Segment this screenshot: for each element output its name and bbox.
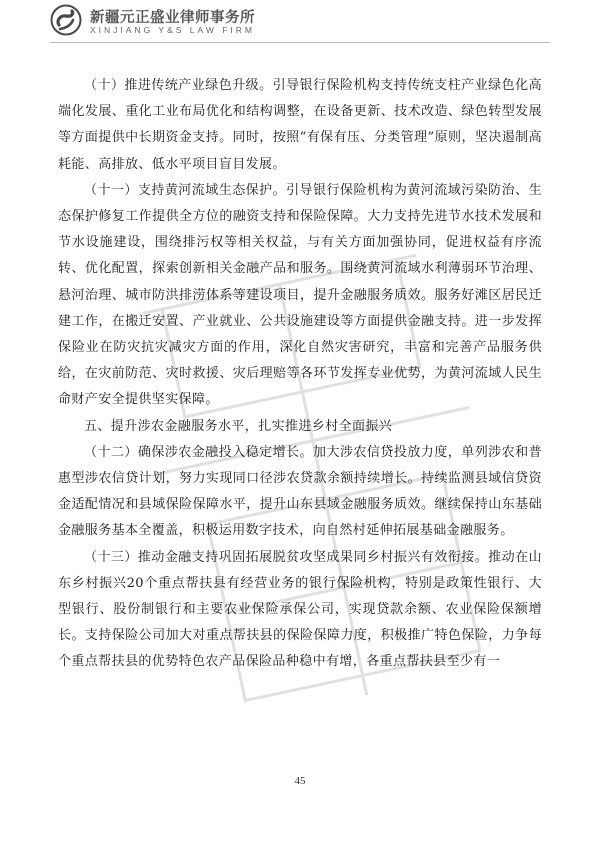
paragraph-13: （十三）推动金融支持巩固拓展脱贫攻坚成果同乡村振兴有效衔接。推动在山东乡村振兴20个重点帮扶县有经营业务的银行保险机构，特别是政策性银行、大型银行、股份制银行和主要农业保险承保公司，实现贷款余额、农业保险保额增长。支持保险公司加大对重点帮扶县的保险保障力度，积极推广特色保险，力争每个重点帮扶县的优势特色农产品保险品种稳中有增，各重点帮扶县至少有一	[58, 549, 542, 670]
document-body	[58, 73, 542, 676]
paragraph-12: （十二）确保涉农金融投入稳定增长。加大涉农信贷投放力度，单列涉农和普惠型涉农信贷计划，努力实现同口径涉农贷款余额持续增长。持续监测县域信贷资金适配情况和县域保险保障水平，提升山东县域金融服务质效。继续保持山东基础金融服务基本全覆盖，积极运用数字技术，向自然村延伸拓展基础金融服务。	[58, 444, 542, 539]
header-divider	[50, 42, 550, 43]
paragraph-10: （十）推进传统产业绿色升级。引导银行保险机构支持传统支柱产业绿色化高端化发展、重化工业布局优化和结构调整，在设备更新、技术改造、绿色转型发展等方面提供中长期资金支持。同时，按照“有保有压、分类管理”原则，坚决遏制高耗能、高排放、低水平项目盲目发展。	[58, 78, 542, 172]
firm-name-english: XINJIANG Y&S LAW FIRM	[90, 25, 256, 35]
section-heading-5: 五、提升涉农金融服务水平，扎实推进乡村全面振兴	[84, 418, 393, 434]
yin-yang-s-logo-icon	[50, 4, 82, 36]
page-header	[50, 2, 570, 40]
page-number: 45	[294, 775, 306, 787]
firm-name-chinese: 新疆元正盛业律师事务所	[90, 10, 255, 26]
paragraph-11: （十一）支持黄河流域生态保护。引导银行保险机构为黄河流域污染防治、生态保护修复工作提供全方位的融资支持和保险保障。大力支持先进节水技术发展和节水设施建设，围绕排污权等相关权益，与有关方面加强协同，促进权益有序流转、优化配置，探索创新相关金融产品和服务。围绕黄河流域水利薄弱环节治理、悬河治理、城市防洪排涝体系等建设项目，提升金融服务质效。服务好滩区居民迁建工作，在搬迁安置、产业就业、公共设施建设等方面提供金融支持。进一步发挥保险业在防灾抗灾减灾方面的作用，深化自然灾害研究，丰富和完善产品服务供给，在灾前防范、灾时救援、灾后理赔等各环节发挥专业优势，为黄河流域人民生命财产安全提供坚实保障。	[58, 182, 542, 408]
